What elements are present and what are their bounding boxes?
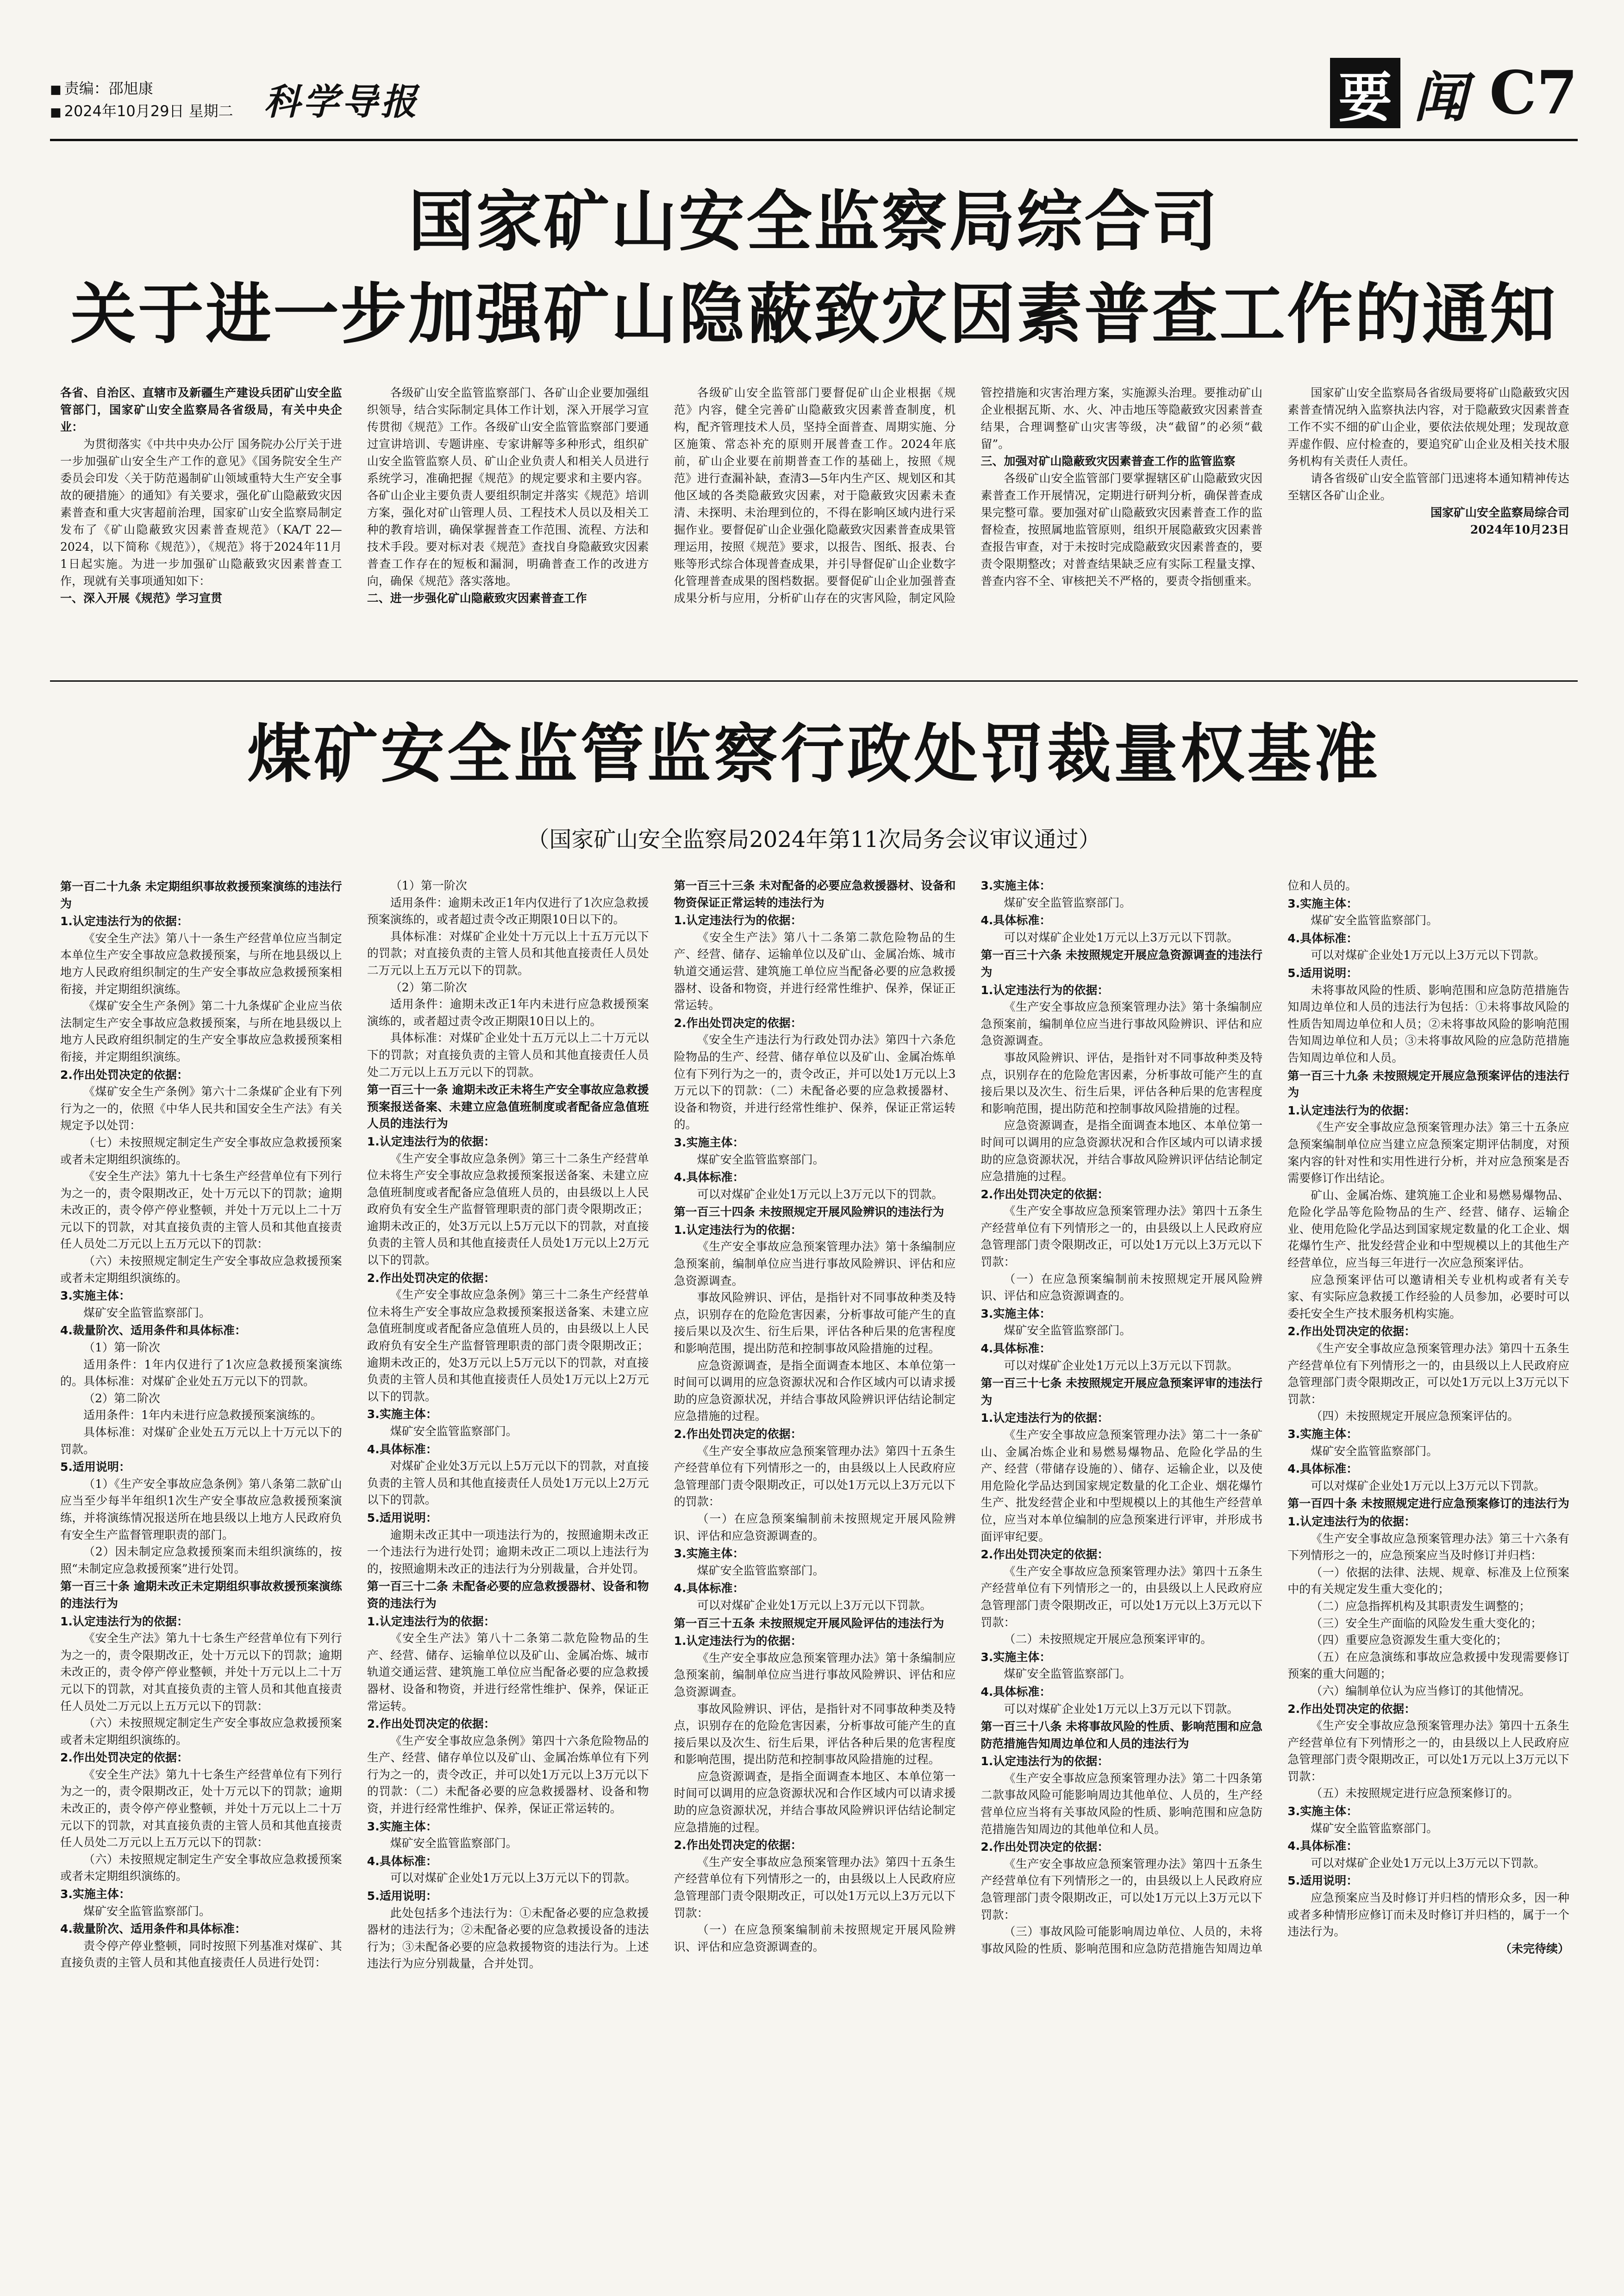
article-paragraph: （六）未按照规定制定生产安全事故应急救援预案或者未定期组织演练的。 bbox=[60, 1716, 342, 1747]
article-heading: 2.作出处罚决定的依据： bbox=[981, 1548, 1109, 1562]
article-paragraph: 煤矿安全监管监察部门。 bbox=[1004, 896, 1131, 909]
newspaper-logo: 科学导报 bbox=[264, 81, 420, 123]
article-paragraph: 《生产安全事故应急预案管理办法》第三十六条有下列情形之一的，应急预案应当及时修订并归档： bbox=[1287, 1531, 1569, 1562]
article-paragraph: 未将事故风险的性质、影响范围和应急防范措施告知周边单位和人员的违法行为包括：①未将事故风险的性质告知周边单位和人员；②未将事故风险的影响范围告知周边单位和人员；③未将事故风险的应急防范措施告知周边单位和人员。 bbox=[1287, 983, 1569, 1064]
article-paragraph: 《安全生产法》第九十七条生产经营单位有下列行为之一的，责令限期改正，处十万元以下的罚款；逾期未改正的，责令停产停业整顿，并处十万元以上二十万元以下的罚款，对其直接负责的主管人员和其他直接责任人员处二万元以上五万元以下的罚款： bbox=[60, 1631, 342, 1713]
notice-addressees: 各省、自治区、直辖市及新疆生产建设兵团矿山安全监管部门，国家矿山安全监察局各省级局，有关中央企业： bbox=[60, 386, 342, 434]
article-paragraph: 《生产安全事故应急预案管理办法》第三十五条应急预案编制单位应当建立应急预案定期评估制度，对预案内容的针对性和实用性进行分析，并对应急预案是否需要修订作出结论。 bbox=[1287, 1120, 1569, 1185]
article-paragraph: 对煤矿企业处3万元以上5万元以下的罚款，对直接负责的主管人员和其他直接责任人员处1万元以上2万元以下的罚款。 bbox=[367, 1459, 649, 1507]
article-heading: 3.实施主体： bbox=[1287, 896, 1358, 910]
article-heading: 5.适用说明： bbox=[367, 1511, 437, 1524]
editor-line: ■ 责编：邵旭康 bbox=[50, 78, 233, 100]
article-paragraph: 适用条件：1年内未进行应急救援预案演练的。 bbox=[83, 1408, 322, 1422]
article-heading: 3.实施主体： bbox=[60, 1289, 131, 1303]
standard-subtitle: （国家矿山安全监察局2024年第11次局务会议审议通过） bbox=[527, 827, 1101, 852]
article-heading: 5.适用说明： bbox=[1287, 966, 1358, 980]
article-paragraph: 适用条件：逾期未改正1年内未进行应急救援预案演练的，或者超过责令改正期限10日以上的。 bbox=[367, 997, 649, 1028]
article-paragraph: 《安全生产法》第八十一条生产经营单位应当制定本单位生产安全事故应急救援预案，与所在地县级以上地方人民政府组织制定的生产安全事故应急救援预案相衔接，并定期组织演练。 bbox=[60, 931, 342, 996]
article-heading: 3.实施主体： bbox=[981, 1650, 1051, 1664]
article-heading: 第一百二十九条 未定期组织事故救援预案演练的违法行为 bbox=[60, 880, 342, 910]
article-paragraph: （一）依据的法律、法规、规章、标准及上位预案中的有关规定发生重大变化的； bbox=[1287, 1565, 1569, 1596]
notice-heading: 一、深入开展《规范》学习宣贯 bbox=[60, 591, 223, 605]
article-paragraph: 煤矿安全监管监察部门。 bbox=[390, 1425, 518, 1438]
article-paragraph: 《生产安全事故应急预案管理办法》第四十五条生产经营单位有下列情形之一的，由县级以上人民政府应急管理部门责令限期改正，可以处1万元以上3万元以下罚款： bbox=[1287, 1719, 1569, 1783]
masthead-meta bbox=[50, 78, 233, 123]
article-paragraph: 具体标准：对煤矿企业处十五万元以上二十万元以下的罚款；对直接负责的主管人员和其他直接责任人员处二万元以上五万元以下的罚款。 bbox=[367, 1031, 649, 1079]
article-paragraph: （七）未按照规定制定生产安全事故应急救援预案或者未定期组织演练的。 bbox=[60, 1135, 342, 1166]
article-paragraph: 《生产安全事故应急预案管理办法》第二十四条第二款事故风险可能影响周边其他单位、人员的，生产经营单位应当将有关事故风险的性质、影响范围和应急防范措施告知周边的其他单位和人员。 bbox=[981, 1771, 1263, 1836]
article-heading: 第一百三十二条 未配备必要的应急救援器材、设备和物资的违法行为 bbox=[367, 1580, 649, 1610]
article-heading: 4.具体标准： bbox=[981, 1685, 1051, 1699]
article-paragraph: 《生产安全事故应急条例》第三十二条生产经营单位未将生产安全事故应急救援预案报送备案、未建立应急值班制度或者配备应急值班人员的，由县级以上人民政府负有安全生产监督管理职责的部门责令限期改正；逾期未改正的，处3万元以上5万元以下的罚款，对直接负责的主管人员和其他直接责任人员处1万元以上2万元以下的罚款。 bbox=[367, 1288, 649, 1403]
article-paragraph: （二）未按照规定开展应急预案评审的。 bbox=[1004, 1632, 1212, 1646]
article-paragraph: 《生产安全事故应急预案管理办法》第十条编制应急预案前，编制单位应当进行事故风险辨识、评估和应急资源调查。 bbox=[674, 1240, 956, 1288]
article-paragraph: 煤矿安全监管监察部门。 bbox=[390, 1836, 518, 1850]
article-paragraph: 可以对煤矿企业处1万元以上3万元以下的罚款。 bbox=[697, 1187, 943, 1201]
article-heading: 3.实施主体： bbox=[674, 1547, 744, 1561]
article-paragraph: （一）在应急预案编制前未按照规定开展风险辨识、评估和应急资源调查的。 bbox=[674, 1512, 956, 1543]
notice-signature-date: 2024年10月23日 bbox=[1470, 523, 1569, 536]
article-heading: 4.具体标准： bbox=[981, 1342, 1051, 1356]
notice-paragraph: 各级矿山安全监管部门要掌握辖区矿山隐蔽致灾因素普查工作开展情况，定期进行研判分析，确保普查成果完整可靠。要加强对矿山隐蔽致灾因素普查工作的监督检查，按照属地监管原则，组织开展隐蔽致灾因素普查报告审查，对于未按时完成隐蔽致灾因素普查的，要责令限期整改；对普查结果缺乏应有实际工程量支撑、普查内容不全、审核把关不严格的，要责令指刨重来。 bbox=[981, 472, 1263, 588]
article-paragraph: （1）第一阶次 bbox=[390, 879, 467, 892]
article-paragraph: 可以对煤矿企业处1万元以上3万元以下的罚款。 bbox=[390, 1871, 637, 1885]
section-header bbox=[1330, 58, 1578, 128]
article-paragraph: 应急预案评估可以邀请相关专业机构或者有关专家、有实际应急救援工作经验的人员参加，必要时可以委托安全生产技术服务机构实施。 bbox=[1287, 1273, 1569, 1320]
article-heading: 4.裁量阶次、适用条件和具体标准： bbox=[60, 1922, 246, 1936]
notice-paragraph: 各级矿山安全监管监察部门、各矿山企业要加强组织领导，结合实际制定具体工作计划，深入开展学习宣传贯彻《规范》工作。各级矿山安全监管监察部门要通过宣讲培训、专题讲座、专家讲解等多种形式，组织矿山安全监管监察人员、矿山企业负责人和相关人员进行系统学习，准确把握《规范》的规定要求和主要内容。各矿山企业主要负责人要组织制定并落实《规范》培训方案，强化对矿山管理人员、工程技术人员以及相关工种的教育培训，确保掌握普查工作范围、流程、方法和技术手段。要对标对表《规范》查找自身隐蔽致灾因素普查工作存在的短板和漏洞，明确普查工作的改进方向，确保《规范》落实落地。 bbox=[367, 386, 649, 588]
article-heading: 4.具体标准： bbox=[674, 1170, 744, 1184]
article-heading: 4.裁量阶次、适用条件和具体标准： bbox=[60, 1324, 246, 1338]
article-heading: 3.实施主体： bbox=[981, 879, 1051, 892]
masthead-divider bbox=[50, 139, 1578, 141]
article-paragraph: （五）未按照规定进行应急预案修订的。 bbox=[1311, 1786, 1519, 1800]
article-heading: 1.认定违法行为的依据： bbox=[1287, 1103, 1416, 1117]
section-label-wen: 闻 bbox=[1413, 66, 1468, 129]
article-heading: 1.认定违法行为的依据： bbox=[367, 1614, 495, 1628]
article-paragraph: 此处包括多个违法行为：①未配备必要的应急救援器材的违法行为；②未配备必要的应急救援设备的违法行为；③未配备必要的应急救援物资的违法行为。上述违法行为应分别裁量，合并处罚。 bbox=[367, 1906, 649, 1971]
article-paragraph: 《生产安全事故应急预案管理办法》第十条编制应急预案前，编制单位应当进行事故风险辨识、评估和应急资源调查。 bbox=[981, 1000, 1263, 1048]
article-paragraph: （二）应急指挥机构及其职责发生调整的； bbox=[1311, 1599, 1531, 1613]
article-heading: 2.作出处罚决定的依据： bbox=[1287, 1702, 1416, 1716]
article-paragraph: 煤矿安全监管监察部门。 bbox=[1311, 914, 1438, 927]
article-paragraph: 煤矿安全监管监察部门。 bbox=[83, 1904, 211, 1918]
article-paragraph: 《生产安全事故应急预案管理办法》第四十五条生产经营单位有下列情形之一的，由县级以上人民政府应急管理部门责令限期改正，可以处1万元以上3万元以下的罚款： bbox=[674, 1444, 956, 1509]
article-heading: 2.作出处罚决定的依据： bbox=[981, 1840, 1109, 1854]
section-divider bbox=[50, 680, 1578, 682]
article-heading: 1.认定违法行为的依据： bbox=[674, 914, 802, 927]
article-heading: 3.实施主体： bbox=[674, 1135, 744, 1149]
article-heading: 1.认定违法行为的依据： bbox=[674, 1634, 802, 1648]
article-paragraph: （1）《生产安全事故应急条例》第八条第二款矿山应当至少每半年组织1次生产安全事故应急救援预案演练，并将演练情况报送所在地县级以上地方人民政府负有安全生产监督管理职责的部门。 bbox=[60, 1477, 342, 1542]
standard-title: 煤矿安全监管监察行政处罚裁量权基准 bbox=[247, 717, 1380, 791]
article-paragraph: 《煤矿安全生产条例》第六十二条煤矿企业有下列行为之一的，依照《中华人民共和国安全生产法》有关规定予以处罚： bbox=[60, 1085, 342, 1132]
article-heading: 3.实施主体： bbox=[1287, 1427, 1358, 1441]
article-paragraph: 《生产安全事故应急预案管理办法》第十条编制应急预案前，编制单位应当进行事故风险辨识、评估和应急资源调查。 bbox=[674, 1651, 956, 1699]
article-heading: 1.认定违法行为的依据： bbox=[981, 1755, 1109, 1768]
notice-paragraph: 国家矿山安全监察局各省级局要将矿山隐蔽致灾因素普查情况纳入监察执法内容，对于隐蔽致灾因素普查工作不实不细的矿山企业，要依法依规处理；发现故意弄虚作假、应付检查的，要追究矿山企业及相关技术服务机构有关责任人责任。 bbox=[1287, 386, 1569, 468]
article-paragraph: （六）编制单位认为应当修订的其他情况。 bbox=[1311, 1684, 1531, 1698]
article-paragraph: 《安全生产违法行为行政处罚办法》第四十六条危险物品的生产、经营、储存单位以及矿山、金属冶炼单位有下列行为之一的，责令改正，并可以处1万元以上3万元以下的罚款：（二）未配备必要的应急救援器材、设备和物资，并进行经常性维护、保养，保证正常运转的。 bbox=[674, 1033, 956, 1132]
article-heading: 2.作出处罚决定的依据： bbox=[367, 1717, 495, 1731]
notice-signature-org: 国家矿山安全监察局综合司 bbox=[1430, 506, 1569, 519]
article-paragraph: （1）第一阶次 bbox=[83, 1341, 160, 1355]
article-heading: 第一百三十条 逾期未改正未定期组织事故救援预案演练的违法行为 bbox=[60, 1580, 342, 1610]
article-heading: 3.实施主体： bbox=[367, 1819, 437, 1833]
article-paragraph: （一）在应急预案编制前未按照规定开展风险辨识、评估和应急资源调查的。 bbox=[981, 1272, 1263, 1303]
article-heading: 第一百三十一条 逾期未改正未将生产安全事故应急救援预案报送备案、未建立应急值班制度或者配备应急值班人员的违法行为 bbox=[367, 1083, 649, 1131]
article-heading: 4.具体标准： bbox=[367, 1854, 437, 1868]
article-heading: 1.认定违法行为的依据： bbox=[1287, 1514, 1416, 1528]
article-paragraph: 煤矿安全监管监察部门。 bbox=[697, 1563, 824, 1577]
article-paragraph: 应急预案应当及时修订并归档的情形众多，因一种或者多种情形应修订而未及时修订并归档的，属于一个违法行为。 bbox=[1287, 1891, 1569, 1939]
article-paragraph: 《生产安全事故应急预案管理办法》第四十五条生产经营单位有下列情形之一的，由县级以上人民政府应急管理部门责令限期改正，可以处1万元以上3万元以下罚款： bbox=[981, 1564, 1263, 1629]
article-paragraph: 煤矿安全监管监察部门。 bbox=[1311, 1444, 1438, 1458]
article-heading: 2.作出处罚决定的依据： bbox=[60, 1751, 188, 1765]
masthead bbox=[50, 43, 1578, 140]
article-heading: 3.实施主体： bbox=[367, 1407, 437, 1421]
article-paragraph: 煤矿安全监管监察部门。 bbox=[697, 1152, 824, 1166]
article-paragraph: 《生产安全事故应急预案管理办法》第四十五条生产经营单位有下列情形之一的，由县级以上人民政府应急管理部门责令限期改正，可以处1万元以上3万元以下罚款： bbox=[981, 1204, 1263, 1269]
article-paragraph: 《生产安全事故应急预案管理办法》第四十五条生产经营单位有下列情形之一的，由县级以上人民政府应急管理部门责令限期改正，可以处1万元以上3万元以下罚款： bbox=[1287, 1342, 1569, 1406]
article-paragraph: （三）事故风险可能影响周边单位、人员的，未将事故风险的性质、影响范围和应急防范措施告知周边单位和人员的。 bbox=[981, 879, 1357, 1955]
article-heading: 2.作出处罚决定的依据： bbox=[674, 1838, 802, 1852]
article-heading: 第一百三十三条 未对配备的必要应急救援器材、设备和物资保证正常运转的违法行为 bbox=[674, 879, 956, 909]
section-label-yao: 要 bbox=[1330, 58, 1400, 128]
notice-heading: 二、进一步强化矿山隐蔽致灾因素普查工作 bbox=[367, 591, 587, 605]
article-paragraph: （三）安全生产面临的风险发生重大变化的； bbox=[1311, 1616, 1543, 1630]
article-paragraph: 具体标准：对煤矿企业处五万元以上十万元以下的罚款。 bbox=[60, 1425, 342, 1456]
article-heading: 5.适用说明： bbox=[60, 1460, 131, 1474]
article-paragraph: 煤矿安全监管监察部门。 bbox=[83, 1306, 211, 1319]
article-heading: 2.作出处罚决定的依据： bbox=[1287, 1325, 1416, 1338]
article-heading: 1.认定违法行为的依据： bbox=[367, 1134, 495, 1148]
article-heading: 2.作出处罚决定的依据： bbox=[60, 1068, 188, 1082]
article-heading: 第一百三十六条 未按照规定开展应急资源调查的违法行为 bbox=[981, 948, 1263, 979]
article-paragraph: 《生产安全事故应急预案管理办法》第四十五条生产经营单位有下列情形之一的，由县级以上人民政府应急管理部门责令限期改正，可以处1万元以上3万元以下罚款： bbox=[981, 1857, 1263, 1922]
article-paragraph: 《安全生产法》第九十七条生产经营单位有下列行为之一的，责令限期改正，处十万元以下的罚款；逾期未改正的，责令停产停业整顿，并处十万元以上二十万元以下的罚款，对其直接负责的主管人员和其他直接责任人员处二万元以上五万元以下的罚款： bbox=[60, 1767, 342, 1849]
notice-title-line2: 关于进一步加强矿山隐蔽致灾因素普查工作的通知 bbox=[70, 276, 1557, 353]
notice-paragraph: 各级矿山安全监管部门要督促矿山企业根据《规范》内容，健全完善矿山隐蔽致灾因素普查制度，机构，配齐管理技术人员，坚持全面普查、周期实施、分区施策、常态补充的原则开展普查工作。2024年底前，矿山企业要在前期普查工作的基础上，按照《规范》进行查漏补缺，查清3—5年内生产区、规划区和其他区域的各类隐蔽致灾因素，对于隐蔽致灾因素未查清、未探明、未治理到位的，不得在影响区域内进行采掘作业。要督促矿山企业强化隐蔽致灾因素普查成果管理运用，按照《规范》要求，以报告、图纸、报表、台账等形式综合体现普查成果，并引导督促矿山企业数字化管理普查成果的图档数据。要督促矿山企业加强普查成果分析与应用，分析矿山存在的灾害风险，制定风险管控措施和灾害治理方案，实施源头治理。要推动矿山企业根据瓦斯、水、火、冲击地压等隐蔽致灾因素普查结果，合理调整矿山灾害等级，决“截留”的必须“截留”。 bbox=[674, 386, 1263, 605]
article-heading: 1.认定违法行为的依据： bbox=[60, 1614, 188, 1628]
notice-paragraph: 为贯彻落实《中共中央办公厅 国务院办公厅关于进一步加强矿山安全生产工作的意见》《国务院安全生产委员会印发〈关于防范遏制矿山领域重特大生产安全事故的硬措施〉的通知》有关要求，强化矿山隐蔽致灾因素普查和重大灾害超前治理，国家矿山安全监察局制定发布了《矿山隐蔽致灾因素普查规范》（KA/T 22—2024，以下简称《规范》），《规范》将于2024年11月1日起实施。为进一步加强矿山隐蔽致灾因素普查工作，现就有关事项通知如下： bbox=[60, 437, 342, 588]
article-heading: 4.具体标准： bbox=[1287, 931, 1358, 945]
article-heading: 第一百三十五条 未按照规定开展风险评估的违法行为 bbox=[674, 1616, 944, 1630]
article-heading: 1.认定违法行为的依据： bbox=[60, 915, 188, 928]
article-paragraph: 事故风险辨识、评估，是指针对不同事故种类及特点，识别存在的危险危害因素，分析事故可能产生的直接后果以及次生、衍生后果，评估各种后果的危害程度和影响范围，提出防范和控制事故风险措施的过程。 bbox=[674, 1702, 956, 1767]
article-paragraph: 可以对煤矿企业处1万元以上3万元以下罚款。 bbox=[1311, 948, 1546, 962]
article-paragraph: （四）未按照规定开展应急预案评估的。 bbox=[1311, 1409, 1519, 1423]
article-paragraph: 应急资源调查，是指全面调查本地区、本单位第一时间可以调用的应急资源状况和合作区域内可以请求援助的应急资源状况，并结合事故风险辨识评估结论制定应急措施的过程。 bbox=[674, 1358, 956, 1423]
article-paragraph: 可以对煤矿企业处1万元以上3万元以下罚款。 bbox=[1004, 1358, 1239, 1372]
article-paragraph: 《安全生产法》第八十二条第二款危险物品的生产、经营、储存、运输单位以及矿山、金属冶炼、城市轨道交通运营、建筑施工单位应当配备必要的应急救援器材、设备和物资，并进行经常性维护、保养，保证正常运转。 bbox=[674, 930, 956, 1012]
article-paragraph: 可以对煤矿企业处1万元以上3万元以下罚款。 bbox=[1004, 1702, 1239, 1716]
to-be-continued-note: （未完待续） bbox=[1499, 1941, 1569, 1955]
article-paragraph: （2）第二阶次 bbox=[83, 1391, 160, 1405]
page-number: C7 bbox=[1489, 58, 1578, 128]
article-paragraph: 可以对煤矿企业处1万元以上3万元以下罚款。 bbox=[1311, 1479, 1546, 1493]
article-heading: 4.具体标准： bbox=[1287, 1839, 1358, 1853]
article-paragraph: 煤矿安全监管监察部门。 bbox=[1004, 1324, 1131, 1338]
article-paragraph: （2）因未制定应急救援预案而未组织演练的，按照“未制定应急救援预案”进行处罚。 bbox=[60, 1545, 342, 1575]
article-paragraph: 具体标准：对煤矿企业处十万元以上十五万元以下的罚款；对直接负责的主管人员和其他直接责任人员处二万元以上五万元以下的罚款。 bbox=[367, 929, 649, 977]
article-heading: 5.适用说明： bbox=[367, 1889, 437, 1903]
notice-title bbox=[50, 176, 1578, 361]
article-heading: 4.具体标准： bbox=[674, 1581, 744, 1595]
article-paragraph: 《生产安全事故应急条例》第四十六条危险物品的生产、经营、储存单位以及矿山、金属冶炼单位有下列行为之一的，责令改正，并可以处1万元以上3万元以下的罚款：（二）未配备必要的应急救援器材、设备和物资，并进行经常性维护、保养，保证正常运转的。 bbox=[367, 1734, 649, 1816]
article-paragraph: 《安全生产法》第九十七条生产经营单位有下列行为之一的，责令限期改正，处十万元以下的罚款；逾期未改正的，责令停产停业整顿，并处十万元以上二十万元以下的罚款，对其直接负责的主管人员和其他直接责任人员处二万元以上五万元以下的罚款： bbox=[60, 1170, 342, 1251]
article-paragraph: （六）未按照规定制定生产安全事故应急救援预案或者未定期组织演练的。 bbox=[60, 1254, 342, 1285]
article-heading: 第一百三十八条 未将事故风险的性质、影响范围和应急防范措施告知周边单位和人员的违法行为 bbox=[981, 1720, 1263, 1750]
notice-body bbox=[60, 384, 1569, 666]
article-heading: 第一百三十四条 未按照规定开展风险辨识的违法行为 bbox=[674, 1205, 944, 1219]
article-heading: 第一百四十条 未按照规定进行应急预案修订的违法行为 bbox=[1287, 1497, 1569, 1511]
article-heading: 2.作出处罚决定的依据： bbox=[674, 1016, 802, 1030]
article-heading: 2.作出处罚决定的依据： bbox=[367, 1271, 495, 1285]
article-paragraph: 煤矿安全监管监察部门。 bbox=[1004, 1667, 1131, 1681]
notice-heading: 三、加强对矿山隐蔽致灾因素普查工作的监管监察 bbox=[981, 454, 1236, 468]
notice-title-line1: 国家矿山安全监察局综合司 bbox=[408, 184, 1219, 260]
article-paragraph: 《生产安全事故应急预案管理办法》第四十五条生产经营单位有下列情形之一的，由县级以上人民政府应急管理部门责令限期改正，可以处1万元以上3万元以下罚款： bbox=[674, 1855, 956, 1920]
article-paragraph: 适用条件：逾期未改正1年内仅进行了1次应急救援预案演练的，或者超过责令改正期限10日以下的。 bbox=[367, 896, 649, 927]
article-paragraph: 可以对煤矿企业处1万元以上3万元以下罚款。 bbox=[697, 1598, 932, 1612]
article-heading: 1.认定违法行为的依据： bbox=[981, 983, 1109, 997]
article-heading: 3.实施主体： bbox=[60, 1887, 131, 1901]
article-paragraph: 应急资源调查，是指全面调查本地区、本单位第一时间可以调用的应急资源状况和合作区域内可以请求援助的应急资源状况，并结合事故风险辨识评估结论制定应急措施的过程。 bbox=[674, 1769, 956, 1834]
article-paragraph: （一）在应急预案编制前未按照规定开展风险辨识、评估和应急资源调查的。 bbox=[674, 1923, 956, 1954]
article-paragraph: （五）在应急演练和事故应急救援中发现需要修订预案的重大问题的； bbox=[1287, 1650, 1569, 1681]
article-paragraph: （六）未按照规定制定生产安全事故应急救援预案或者未定期组织演练的。 bbox=[60, 1852, 342, 1883]
article-paragraph: 可以对煤矿企业处1万元以上3万元以下罚款。 bbox=[1311, 1856, 1546, 1870]
article-heading: 1.认定违法行为的依据： bbox=[674, 1223, 802, 1237]
article-heading: 3.实施主体： bbox=[981, 1307, 1051, 1320]
article-paragraph: 《安全生产法》第八十二条第二款危险物品的生产、经营、储存、运输单位以及矿山、金属冶炼、城市轨道交通运营、建筑施工单位应当配备必要的应急救援器材、设备和物资，并进行经常性维护、保养，保证正常运转。 bbox=[367, 1631, 649, 1713]
article-heading: 第一百三十七条 未按照规定开展应急预案评审的违法行为 bbox=[981, 1376, 1263, 1407]
article-paragraph: （2）第二阶次 bbox=[390, 980, 467, 994]
standard-body bbox=[60, 877, 1569, 2252]
article-heading: 2.作出处罚决定的依据： bbox=[981, 1187, 1109, 1201]
article-paragraph: 可以对煤矿企业处1万元以上3万元以下罚款。 bbox=[1004, 930, 1239, 944]
article-heading: 2.作出处罚决定的依据： bbox=[674, 1427, 802, 1441]
article-heading: 4.具体标准： bbox=[367, 1442, 437, 1456]
date-line: ■ 2024年10月29日 星期二 bbox=[50, 100, 233, 123]
article-paragraph: 《煤矿安全生产条例》第二十九条煤矿企业应当依法制定生产安全事故应急救援预案，与所在地县级以上地方人民政府组织制定的生产安全事故应急救援预案相衔接，并定期组织演练。 bbox=[60, 999, 342, 1064]
article-paragraph: 应急资源调查，是指全面调查本地区、本单位第一时间可以调用的应急资源状况和合作区域内可以请求援助的应急资源状况，并结合事故风险辨识评估结论制定应急措施的过程。 bbox=[981, 1119, 1263, 1183]
article-paragraph: （四）重要应急资源发生重大变化的； bbox=[1311, 1633, 1508, 1647]
article-paragraph: 煤矿安全监管监察部门。 bbox=[1311, 1821, 1438, 1835]
article-paragraph: 逾期未改正其中一项违法行为的，按照逾期未改正一个违法行为进行处罚；逾期未改正二项以上违法行为的，按照逾期未改正的违法行为分别裁量，合并处罚。 bbox=[367, 1528, 649, 1575]
article-paragraph: 事故风险辨识、评估，是指针对不同事故种类及特点，识别存在的危险危害因素，分析事故可能产生的直接后果以及次生、衍生后果，评估各种后果的危害程度和影响范围，提出防范和控制事故风险措施的过程。 bbox=[981, 1051, 1263, 1115]
article-heading: 3.实施主体： bbox=[1287, 1804, 1358, 1818]
article-heading: 1.认定违法行为的依据： bbox=[981, 1411, 1109, 1425]
notice-paragraph: 请各省级矿山安全监管部门迅速将本通知精神传达至辖区各矿山企业。 bbox=[1287, 472, 1569, 502]
article-paragraph: 事故风险辨识、评估，是指针对不同事故种类及特点，识别存在的危险危害因素，分析事故可能产生的直接后果以及次生、衍生后果，评估各种后果的危害程度和影响范围，提出防范和控制事故风险措施的过程。 bbox=[674, 1291, 956, 1356]
article-paragraph: 适用条件：1年内仅进行了1次应急救援预案演练的。具体标准：对煤矿企业处五万元以下的罚款。 bbox=[60, 1357, 342, 1388]
article-heading: 4.具体标准： bbox=[1287, 1462, 1358, 1476]
article-paragraph: 《生产安全事故应急预案管理办法》第二十一条矿山、金属冶炼企业和易燃易爆物品、危险化学品的生产、经营（带储存设施的）、储存、运输企业，以及使用危险化学品达到国家规定数量的化工企业、烟花爆竹生产、批发经营企业和中型规模以上的其他生产经营单位，应当对本单位编制的应急预案进行评审，并形成书面评审纪要。 bbox=[981, 1428, 1263, 1543]
article-heading: 5.适用说明： bbox=[1287, 1874, 1358, 1888]
article-paragraph: 《生产安全事故应急条例》第三十二条生产经营单位未将生产安全事故应急救援预案报送备案、未建立应急值班制度或者配备应急值班人员的，由县级以上人民政府负有安全生产监督管理职责的部门责令限期改正；逾期未改正的，处3万元以上5万元以下的罚款，对直接负责的主管人员和其他直接责任人员处1万元以上2万元以下的罚款。 bbox=[367, 1151, 649, 1267]
article-heading: 4.具体标准： bbox=[981, 914, 1051, 927]
article-paragraph: 责令停产停业整顿，同时按照下列基准对煤矿、其直接负责的主管人员和其他直接责任人员进行处罚： bbox=[60, 1939, 342, 1970]
article-heading: 第一百三十九条 未按照规定开展应急预案评估的违法行为 bbox=[1287, 1069, 1569, 1100]
article-paragraph: 矿山、金属冶炼、建筑施工企业和易燃易爆物品、危险化学品等危险物品的生产、经营、储存、运输企业、使用危险化学品达到国家规定数量的化工企业、烟花爆竹生产、批发经营企业和中型规模以上的其他生产经营单位，应当每三年进行一次应急预案评估。 bbox=[1287, 1188, 1569, 1270]
